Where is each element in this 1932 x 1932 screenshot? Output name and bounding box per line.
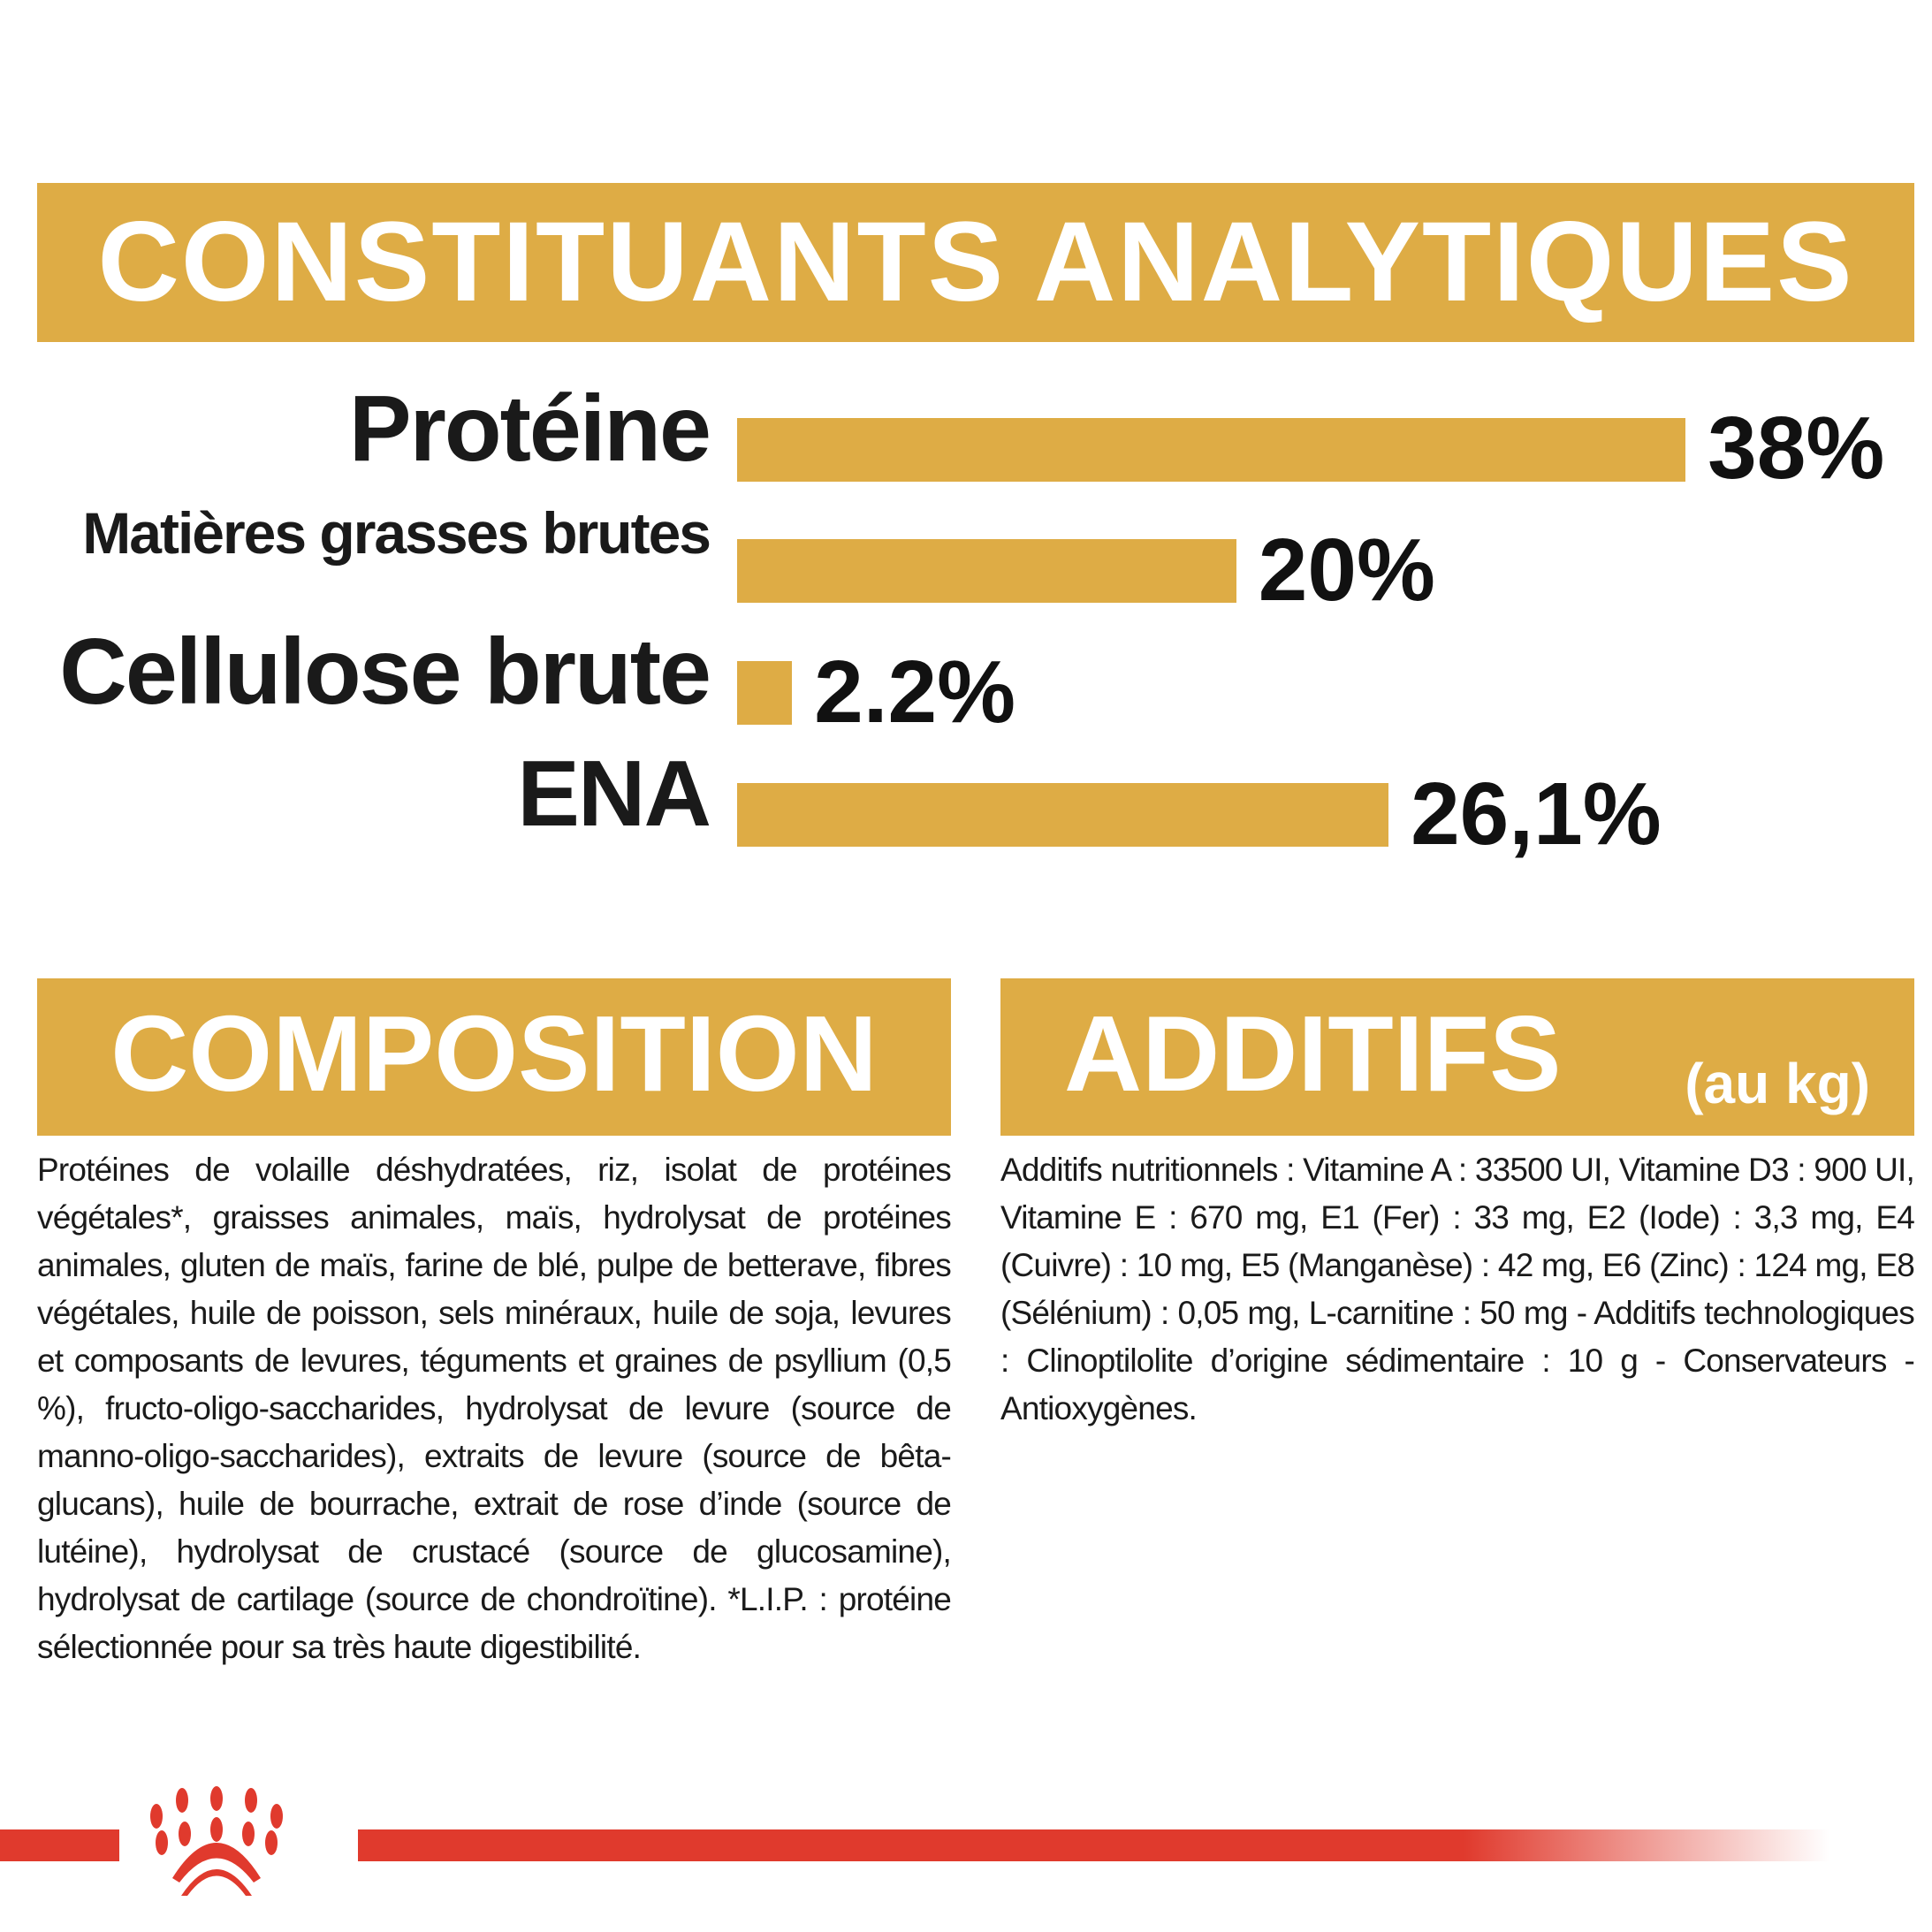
chart-bar-ena [737,783,1388,847]
chart-label-ena: ENA [517,742,710,846]
royal-canin-crown-logo-icon [119,1772,358,1905]
chart-value-fat: 20% [1258,521,1435,620]
chart-bar-fat [737,539,1236,603]
additifs-title: ADDITIFS [1064,993,1562,1114]
chart-label-fat: Matières grasses brutes [82,500,710,566]
chart-label-fiber: Cellulose brute [59,620,710,724]
analytical-constituents-header: CONSTITUANTS ANALYTIQUES [37,183,1914,342]
chart-value-protein: 38% [1708,399,1885,498]
chart-label-protein: Protéine [348,377,710,481]
chart-value-ena: 26,1% [1411,764,1662,863]
composition-text: Protéines de volaille déshydratées, riz, isolat de protéines végétales*, graisses animales, maïs, hydrolysat de protéines animales, gluten de maïs, farine de blé, pulpe de betterave, fibres végétales, huile de poisson, sels minéraux, huile de soja, levures et composants de levures, téguments et graines de psyllium (0,5 %), fructo-oligo-saccharides, hydrolysat de levure (source de manno-oligo-saccharides), extraits de levure (source de bêta-glucans), huile de bourrache, extrait de rose d’inde (source de lutéine), hydrolysat de crustacé (source de glucosamine), hydrolysat de cartilage (source de chondroïtine). *L.I.P. : protéine sélectionnée pour sa très haute digestibilité. [37,1152,951,1665]
additifs-text: Additifs nutritionnels : Vitamine A : 33500 UI, Vitamine D3 : 900 UI, Vitamine E : 670 mg, E1 (Fer) : 33 mg, E2 (Iode) : 3,3 mg, E4 (Cuivre) : 10 mg, E5 (Manganèse) : 42 mg, E6 (Zinc) : 124 mg, E8 (Sélénium) : 0,05 mg, L-carnitine : 50 mg - Additifs technologiques : Clinoptilolite d’origine sédimentaire : 10 g - Conservateurs - Antioxygènes. [1000,1152,1914,1426]
chart-value-fiber: 2.2% [814,643,1016,742]
chart-bar-protein [737,418,1685,482]
additifs-unit: (au kg) [1685,1052,1870,1115]
additifs-header [1000,978,1914,1136]
chart-bar-fiber [737,661,792,725]
composition-header: COMPOSITION [37,978,951,1136]
